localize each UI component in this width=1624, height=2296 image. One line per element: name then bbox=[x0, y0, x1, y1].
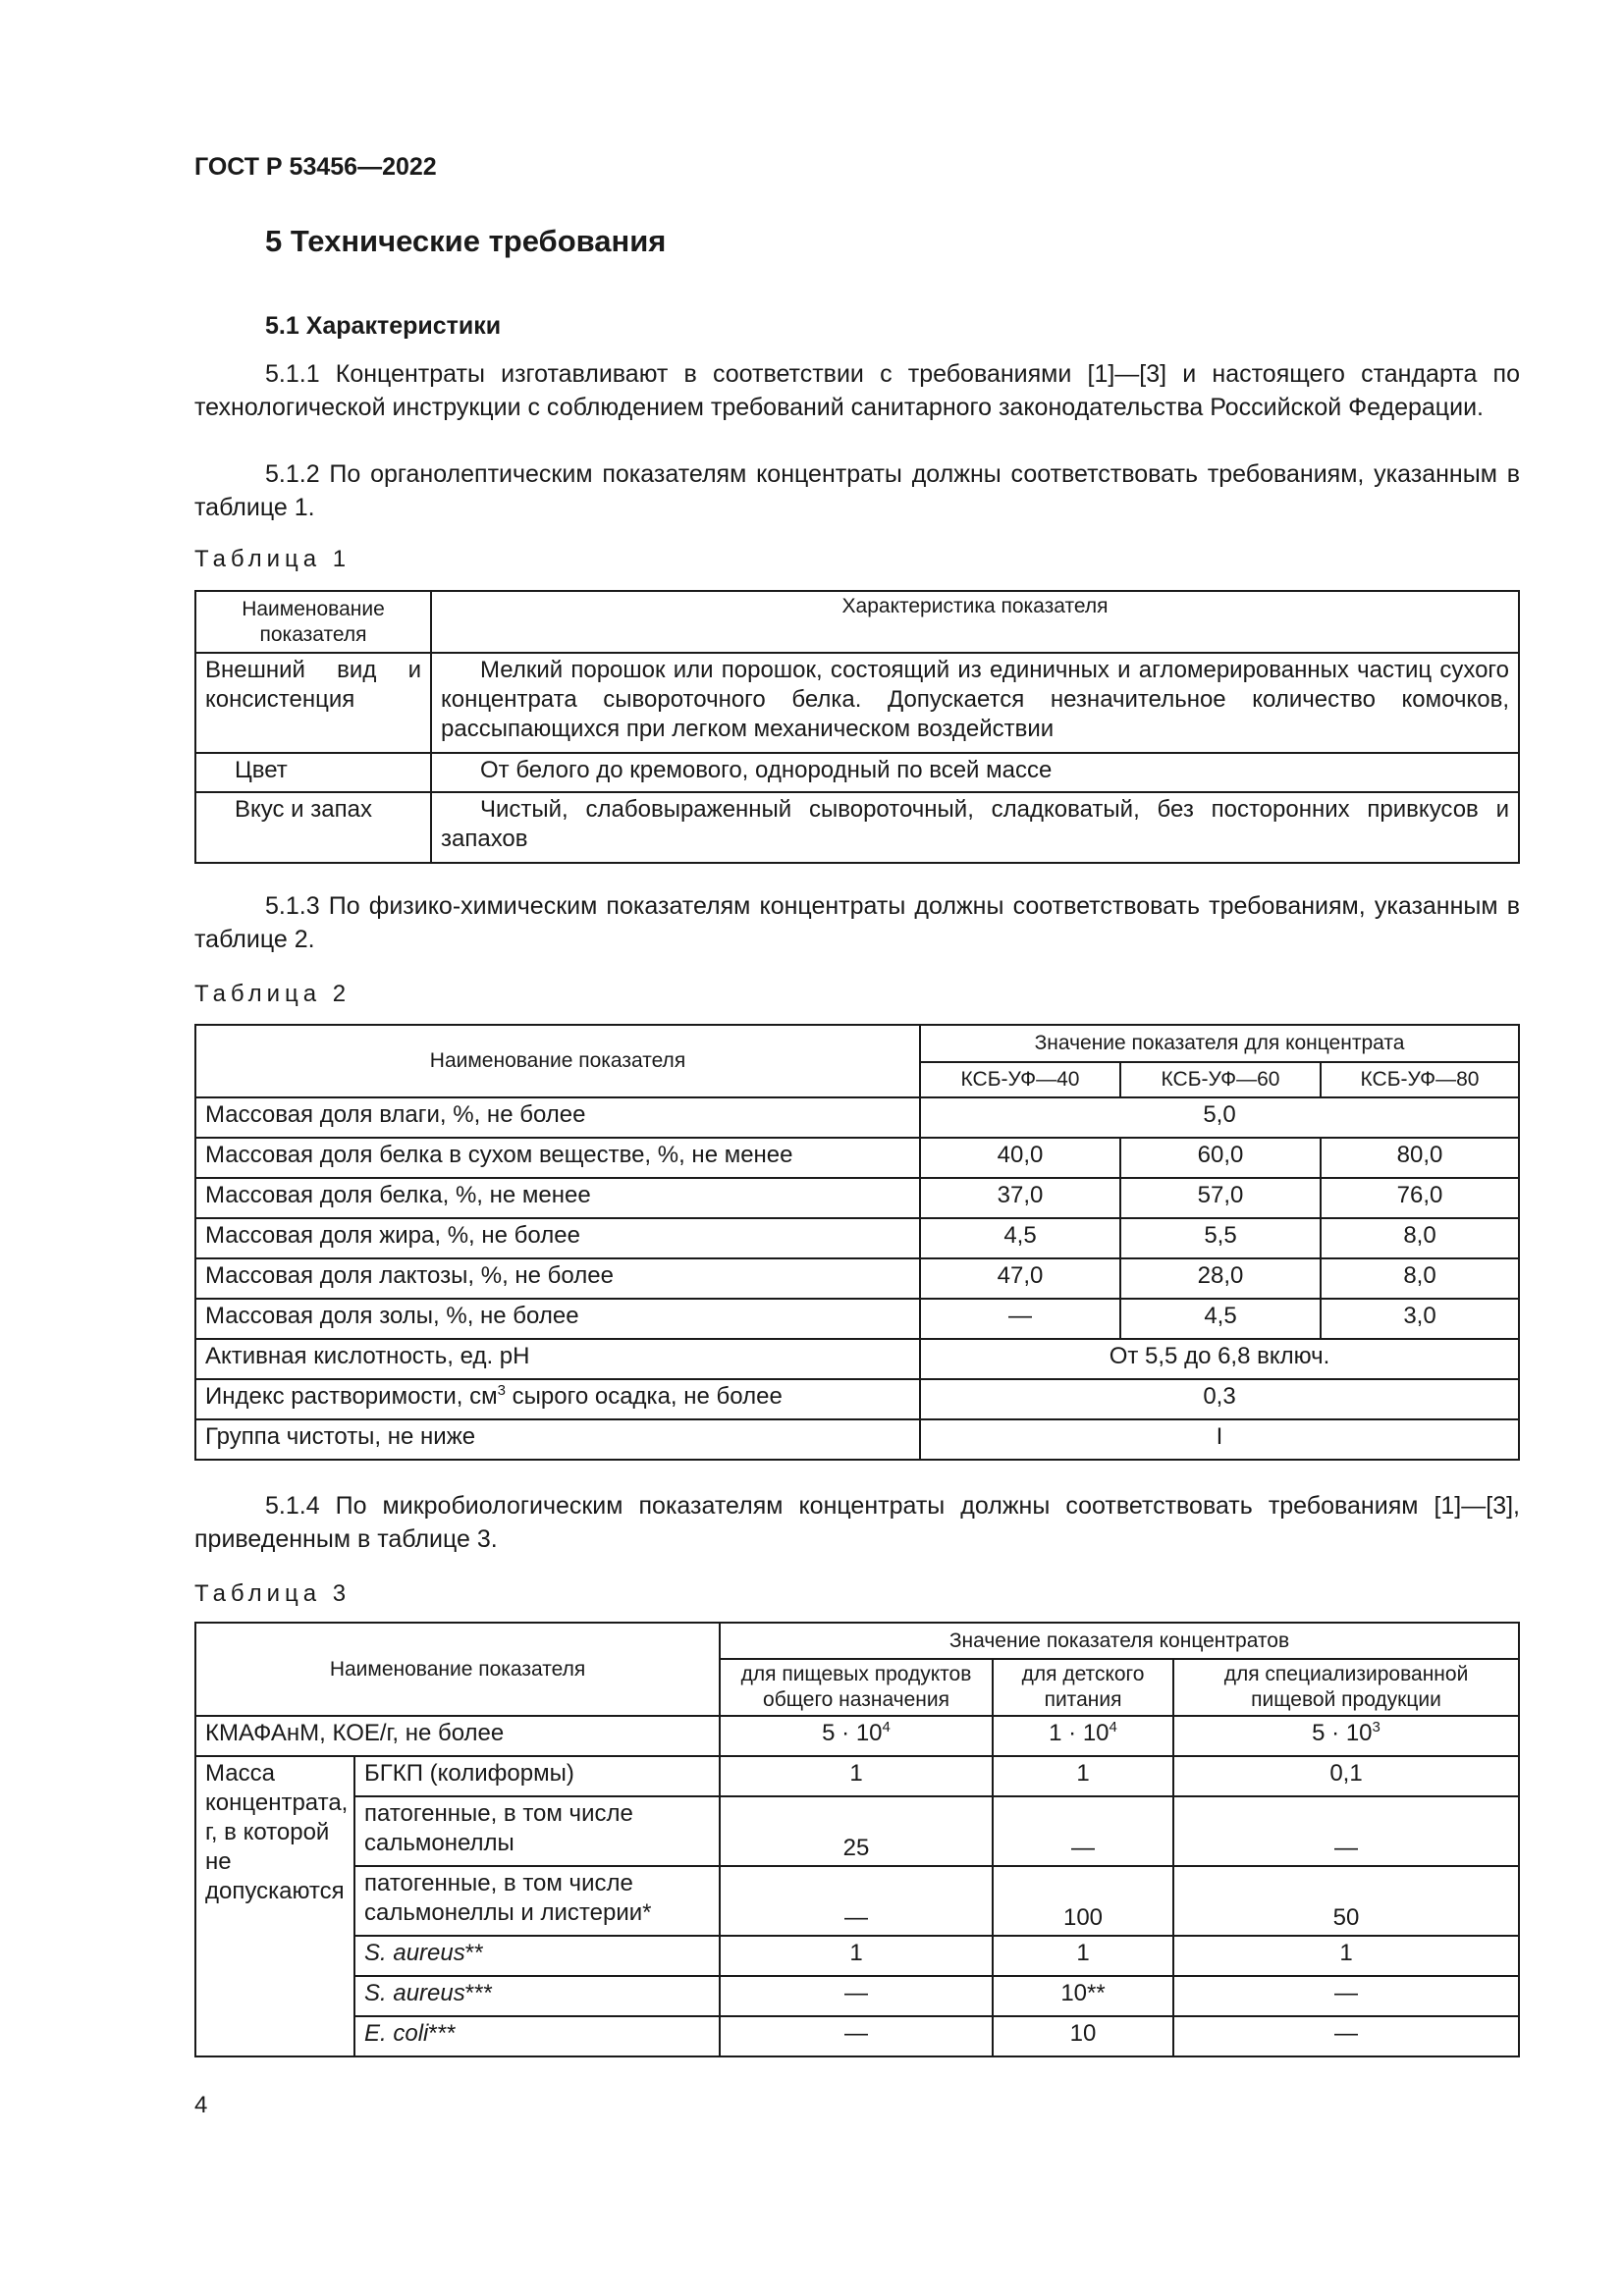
table-row bbox=[195, 1138, 1519, 1178]
table2-cell-name: Массовая доля белка, %, не менее bbox=[195, 1178, 920, 1218]
table1-cell-value: Мелкий порошок или порошок, состоящий из единичных и агломерированных частиц сухого концентрата сывороточного белка. Допускается незначительное количество комочков, рассыпающихся при легком механическом воздействии bbox=[431, 653, 1519, 753]
table3-cell-name: БГКП (колиформы) bbox=[354, 1756, 720, 1796]
table3-cell-name: патогенные, в том числе сальмонеллы bbox=[354, 1796, 720, 1866]
table3-header-group: Значение показателя концентратов bbox=[720, 1623, 1519, 1659]
table3-col-general: для пищевых продуктов общего назначения bbox=[720, 1659, 993, 1716]
paragraph-5-1-3: 5.1.3 По физико-химическим показателям концентраты должны соответствовать требованиям, указанным в таблице 2. bbox=[194, 892, 1520, 953]
table2-cell-value: 57,0 bbox=[1120, 1178, 1321, 1218]
table1-header-name: Наименование показателя bbox=[195, 591, 431, 653]
table1-cell-name: Цвет bbox=[195, 753, 431, 792]
table-row bbox=[195, 1379, 1519, 1419]
table3-cell-value: 0,1 bbox=[1173, 1756, 1519, 1796]
table-row bbox=[195, 1097, 1519, 1138]
table-row bbox=[195, 1258, 1519, 1299]
table2-cell-merged: От 5,5 до 6,8 включ. bbox=[920, 1339, 1519, 1379]
table-row bbox=[195, 1218, 1519, 1258]
table2-cell-merged: 0,3 bbox=[920, 1379, 1519, 1419]
table3-cell-name: E. coli*** bbox=[354, 2016, 720, 2056]
table3-cell-value: 1 bbox=[1173, 1936, 1519, 1976]
table3-cell-value: 10** bbox=[993, 1976, 1173, 2016]
table2-cell-value: 4,5 bbox=[1120, 1299, 1321, 1339]
table2-cell-name: Массовая доля белка в сухом веществе, %, не менее bbox=[195, 1138, 920, 1178]
table2-cell-value: — bbox=[920, 1299, 1120, 1339]
table3-cell-value: — bbox=[1173, 1976, 1519, 2016]
table-row bbox=[195, 653, 1519, 753]
table-row bbox=[195, 1419, 1519, 1460]
table2-cell-name: Индекс растворимости, $см^3$ сырого осадка, не более bbox=[195, 1379, 920, 1419]
paragraph-5-1-4: 5.1.4 По микробиологическим показателям концентраты должны соответствовать требованиям [1]—[3], приведенным в таблице 3. bbox=[194, 1492, 1520, 1553]
table2-cell-name: Массовая доля золы, %, не более bbox=[195, 1299, 920, 1339]
table3-cell-name: S. aureus** bbox=[354, 1936, 720, 1976]
table2-cell-value: 8,0 bbox=[1321, 1218, 1519, 1258]
table2-cell-value: 8,0 bbox=[1321, 1258, 1519, 1299]
table2-cell-value: 4,5 bbox=[920, 1218, 1120, 1258]
table3-col-baby: для детского питания bbox=[993, 1659, 1173, 1716]
table3-cell-value: — bbox=[720, 2016, 993, 2056]
table3-cell-value: $5 \cdot 10^3$ bbox=[1173, 1716, 1519, 1756]
subsection-title: 5.1 Характеристики bbox=[265, 312, 502, 340]
table2-cell-name: Активная кислотность, ед. pH bbox=[195, 1339, 920, 1379]
table2-cell-name: Массовая доля влаги, %, не более bbox=[195, 1097, 920, 1138]
table-3 bbox=[194, 1622, 1520, 2057]
table2-cell-value: 76,0 bbox=[1321, 1178, 1519, 1218]
table2-cell-value: 60,0 bbox=[1120, 1138, 1321, 1178]
table1-cell-value: Чистый, слабовыраженный сывороточный, сладковатый, без посторонних привкусов и запахов bbox=[431, 792, 1519, 863]
table1-cell-name: Внешний вид и консистенция bbox=[195, 653, 431, 753]
table2-cell-merged: I bbox=[920, 1419, 1519, 1460]
table2-cell-value: 5,5 bbox=[1120, 1218, 1321, 1258]
table2-col-ksb80: КСБ-УФ—80 bbox=[1321, 1062, 1519, 1097]
section-title: 5 Технические требования bbox=[265, 224, 667, 258]
table-row bbox=[195, 1796, 1519, 1866]
table2-cell-merged: 5,0 bbox=[920, 1097, 1519, 1138]
table-2 bbox=[194, 1024, 1520, 1461]
table3-group-label: Масса концентрата, г, в которой не допускаются bbox=[195, 1756, 354, 2056]
table-row bbox=[195, 2016, 1519, 2056]
table2-cell-value: 3,0 bbox=[1321, 1299, 1519, 1339]
table2-caption: Таблица 2 bbox=[194, 981, 352, 1007]
table2-cell-name: Массовая доля жира, %, не более bbox=[195, 1218, 920, 1258]
table1-cell-value: От белого до кремового, однородный по всей массе bbox=[431, 753, 1519, 792]
table2-cell-name: Группа чистоты, не ниже bbox=[195, 1419, 920, 1460]
table3-cell-value: 1 bbox=[993, 1756, 1173, 1796]
table3-caption: Таблица 3 bbox=[194, 1580, 352, 1607]
table3-cell-name: патогенные, в том числе сальмонеллы и листерии* bbox=[354, 1866, 720, 1936]
table2-cell-value: 47,0 bbox=[920, 1258, 1120, 1299]
table-1 bbox=[194, 590, 1520, 864]
table-row bbox=[195, 1756, 1519, 1796]
table3-cell-value: 50 bbox=[1173, 1866, 1519, 1936]
table3-cell-value: — bbox=[993, 1796, 1173, 1866]
table3-cell-value: 1 bbox=[720, 1756, 993, 1796]
table3-cell-value: — bbox=[1173, 1796, 1519, 1866]
table3-cell-value: — bbox=[720, 1976, 993, 2016]
table3-cell-value: $5 \cdot 10^4$ bbox=[720, 1716, 993, 1756]
table-row bbox=[195, 1866, 1519, 1936]
table3-header-name: Наименование показателя bbox=[195, 1623, 720, 1716]
table2-cell-value: 28,0 bbox=[1120, 1258, 1321, 1299]
table2-cell-value: 37,0 bbox=[920, 1178, 1120, 1218]
table-row bbox=[195, 1339, 1519, 1379]
paragraph-5-1-2: 5.1.2 По органолептическим показателям концентраты должны соответствовать требованиям, указанным в таблице 1. bbox=[194, 460, 1520, 521]
table3-cell-value: — bbox=[1173, 2016, 1519, 2056]
table3-cell-value: 25 bbox=[720, 1796, 993, 1866]
paragraph-5-1-1: 5.1.1 Концентраты изготавливают в соответствии с требованиями [1]—[3] и настоящего стандарта по технологической инструкции с соблюдением требований санитарного законодательства Российской Федерации. bbox=[194, 360, 1520, 421]
page-number: 4 bbox=[194, 2092, 208, 2118]
table3-cell-kmafanm: КМАФАнМ, КОЕ/г, не более bbox=[195, 1716, 720, 1756]
table2-cell-name: Массовая доля лактозы, %, не более bbox=[195, 1258, 920, 1299]
table2-header-group: Значение показателя для концентрата bbox=[920, 1025, 1519, 1062]
table3-cell-value: 1 bbox=[720, 1936, 993, 1976]
table-row bbox=[195, 1299, 1519, 1339]
table2-col-ksb40: КСБ-УФ—40 bbox=[920, 1062, 1120, 1097]
table-row bbox=[195, 753, 1519, 792]
table-row bbox=[195, 1178, 1519, 1218]
table2-cell-value: 80,0 bbox=[1321, 1138, 1519, 1178]
table-row bbox=[195, 1976, 1519, 2016]
table-row bbox=[195, 792, 1519, 863]
document-code: ГОСТ Р 53456—2022 bbox=[194, 153, 437, 181]
table3-cell-name: S. aureus*** bbox=[354, 1976, 720, 2016]
table3-cell-value: 10 bbox=[993, 2016, 1173, 2056]
table3-cell-value: 100 bbox=[993, 1866, 1173, 1936]
table2-cell-value: 40,0 bbox=[920, 1138, 1120, 1178]
table1-header-value: Характеристика показателя bbox=[431, 591, 1519, 653]
table1-caption: Таблица 1 bbox=[194, 546, 352, 572]
table3-cell-value: $1 \cdot 10^4$ bbox=[993, 1716, 1173, 1756]
table2-col-ksb60: КСБ-УФ—60 bbox=[1120, 1062, 1321, 1097]
table2-header-name: Наименование показателя bbox=[195, 1025, 920, 1097]
table3-cell-value: — bbox=[720, 1866, 993, 1936]
table3-col-special: для специализированной пищевой продукции bbox=[1173, 1659, 1519, 1716]
table1-cell-name: Вкус и запах bbox=[195, 792, 431, 863]
table-row bbox=[195, 1716, 1519, 1756]
table-row bbox=[195, 1936, 1519, 1976]
table3-cell-value: 1 bbox=[993, 1936, 1173, 1976]
